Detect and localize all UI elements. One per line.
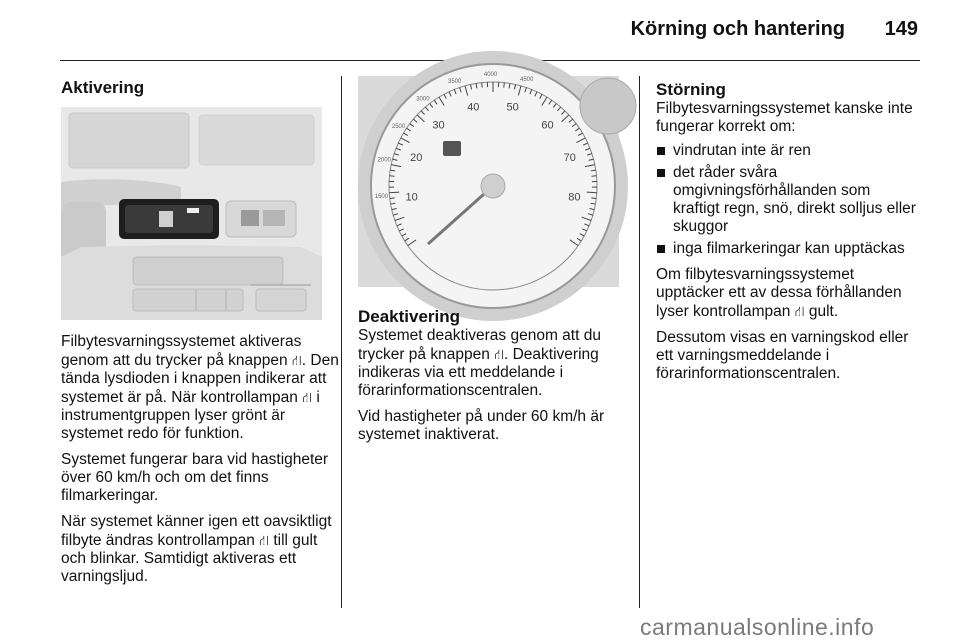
running-header-title: Körning och hantering bbox=[630, 18, 845, 40]
speedometer-tick bbox=[504, 83, 505, 88]
speedometer-tick bbox=[591, 198, 596, 199]
speedometer-kmh-label: 10 bbox=[405, 191, 418, 204]
speedometer-kmh-label: 70 bbox=[563, 152, 576, 165]
lane-departure-icon: ⛙ bbox=[494, 346, 504, 362]
heading-storning: Störning bbox=[656, 80, 726, 99]
console-button-illustration bbox=[61, 107, 322, 320]
speedometer-kmh-label: 50 bbox=[506, 101, 519, 114]
storning-paragraph-2: Dessutom visas en varningskod eller ett varningsmeddelande i förarinformationscentralen. bbox=[656, 329, 909, 382]
speedometer-kmh-label: 20 bbox=[410, 152, 423, 165]
storning-bullet-list bbox=[656, 142, 921, 258]
speedometer-outer-label: 2500 bbox=[391, 123, 406, 130]
aktivering-paragraph-4: När systemet känner igen ett oavsiktligt filbyte ändras kontrollampan ⛙ till gult och blinkar. Samtidigt aktiveras ett varningsljud. bbox=[61, 513, 332, 585]
speedometer-tick bbox=[587, 192, 597, 193]
speedometer-kmh-label: 40 bbox=[467, 101, 480, 114]
column-rule-right bbox=[639, 76, 640, 608]
heading-aktivering: Aktivering bbox=[61, 78, 145, 97]
aktivering-paragraph-1: Filbytesvarningssystemet aktiveras genom att du trycker på knappen ⛙. Den tända lysdioden i knappen indikerar att systemet är på. När kontrollampan ⛙ i instrumentgruppen lyser grönt är systemet redo för funktion. bbox=[61, 333, 339, 442]
speedometer-outer-label: 1500 bbox=[374, 193, 389, 200]
column-storning bbox=[656, 80, 921, 391]
aktivering-paragraph-3: Systemet fungerar bara vid hastigheter över 60 km/h och om det finns filmarkeringar. bbox=[61, 451, 329, 504]
console-button-photo bbox=[61, 107, 322, 320]
column-aktivering-body bbox=[61, 333, 341, 594]
deaktivering-paragraph-1: Systemet deaktiveras genom att du trycker på knappen ⛙. Deaktivering indikeras via ett meddelande i förarinformationscentralen. bbox=[358, 327, 601, 399]
speedometer-outer-label: 3500 bbox=[448, 78, 462, 85]
column-rule-left bbox=[341, 76, 342, 608]
storning-intro: Filbytesvarningssystemet kanske inte fungerar korrekt om: bbox=[656, 100, 913, 135]
aktivering-paragraph-2: Den tända lysdioden i knappen indikerar att systemet är på. När kontrollampan ⛙ i instrumentgruppen lyser grönt är systemet redo för funktion. bbox=[61, 352, 339, 442]
watermark: carmanualsonline.info bbox=[640, 614, 875, 640]
lane-departure-icon: ⛙ bbox=[291, 352, 302, 368]
speedometer-kmh-label: 30 bbox=[432, 119, 445, 132]
speedometer-kmh-label: 60 bbox=[541, 119, 554, 132]
page-number: 149 bbox=[884, 18, 918, 40]
column-aktivering bbox=[61, 78, 336, 98]
speedometer-outer-label: 4500 bbox=[519, 77, 534, 84]
speedometer-outer-label: 2000 bbox=[377, 157, 391, 164]
list-item: det råder svåra omgivningsförhållanden som kraftigt regn, snö, direkt solljus eller skuggor bbox=[656, 164, 921, 236]
speedometer-tick bbox=[390, 198, 395, 199]
speedometer-tick bbox=[482, 83, 483, 88]
storning-paragraph-1: Om filbytesvarningssystemet upptäcker ett av dessa förhållanden lyser kontrollampan ⛙ gult. bbox=[656, 266, 902, 320]
speedometer-illustration bbox=[358, 72, 619, 287]
speedometer-outer-label: 3000 bbox=[416, 96, 430, 103]
speedometer-kmh-label: 80 bbox=[568, 191, 581, 204]
list-item: vindrutan inte är ren bbox=[656, 142, 921, 160]
lane-departure-icon: ⛙ bbox=[794, 303, 805, 319]
column-deaktivering bbox=[358, 307, 634, 452]
lane-departure-icon: ⛙ bbox=[302, 389, 313, 405]
list-item: inga filmarkeringar kan upptäckas bbox=[656, 240, 921, 258]
speedometer-photo bbox=[358, 72, 619, 287]
deaktivering-paragraph-2: Vid hastigheter på under 60 km/h är systemet inaktiverat. bbox=[358, 408, 605, 443]
speedometer-tick bbox=[389, 192, 399, 193]
speedometer-outer-label: 4000 bbox=[483, 72, 498, 79]
lane-departure-icon: ⛙ bbox=[259, 532, 270, 548]
heading-deaktivering: Deaktivering bbox=[358, 307, 461, 326]
